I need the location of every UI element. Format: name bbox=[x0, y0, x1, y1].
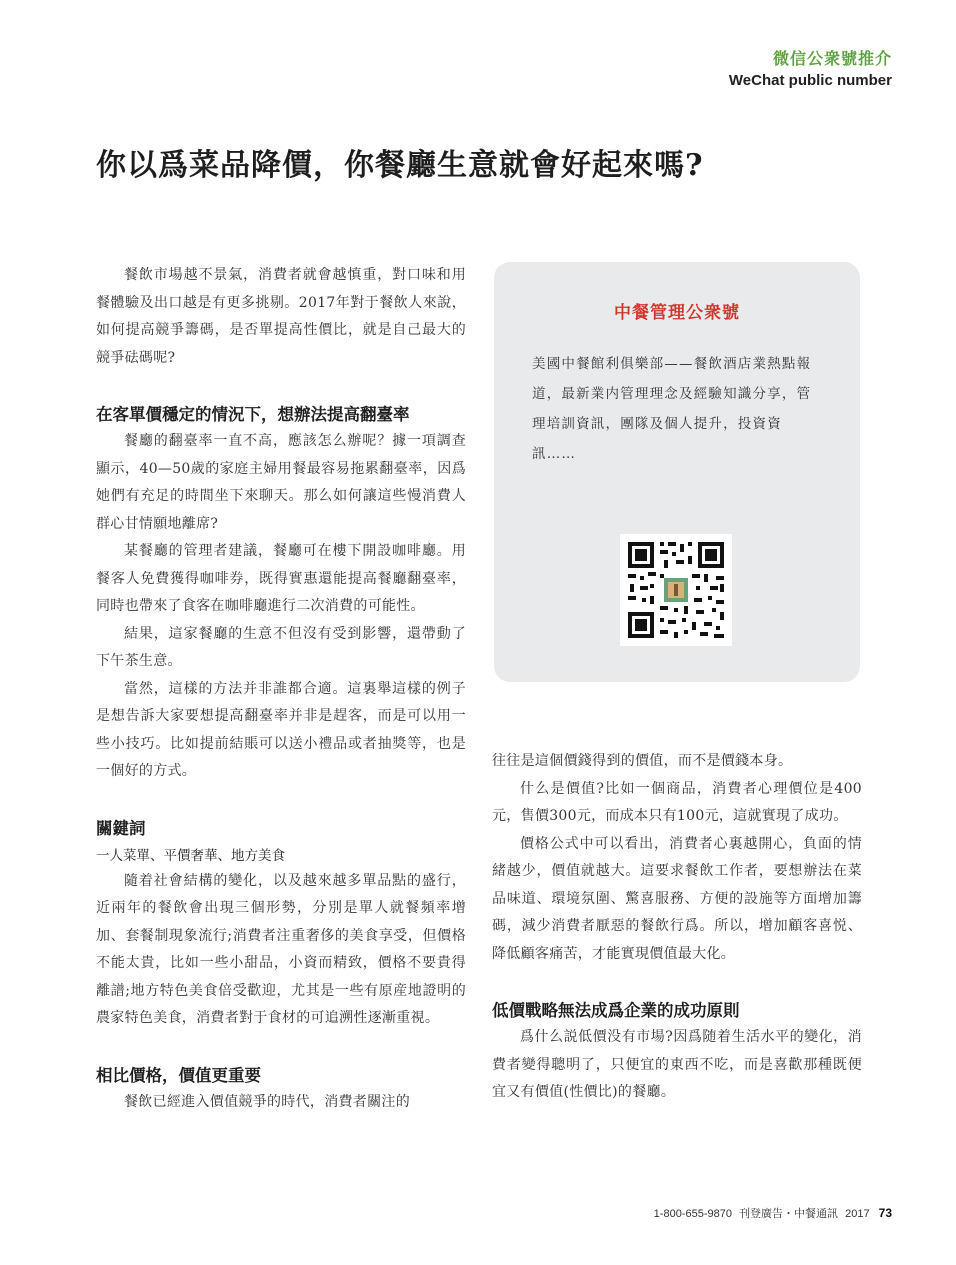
paragraph: 結果，這家餐廳的生意不但沒有受到影響，還帶動了下午茶生意。 bbox=[96, 625, 466, 669]
section-header-en: WeChat public number bbox=[728, 72, 892, 89]
qr-code-icon bbox=[620, 534, 732, 646]
footer-year: 2017 bbox=[845, 1208, 870, 1220]
paragraph: 當然，這樣的方法并非誰都合適。這裏舉這樣的例子是想告訴大家要想提高翻臺率并非是趕客，而是可以用一些小技巧。比如提前結賬可以送小禮品或者抽獎等，也是一個好的方式。 bbox=[96, 680, 466, 779]
footer-publication: 刊登廣告・中餐通訊 bbox=[739, 1208, 839, 1220]
paragraph: 爲什么説低價没有市場?因爲随着生活水平的變化，消費者變得聰明了，只便宜的東西不吃，而是喜歡那種既便宜又有價值(性價比)的餐廳。 bbox=[492, 1029, 862, 1100]
left-column bbox=[96, 262, 466, 1116]
paragraph: 某餐廳的管理者建議，餐廳可在樓下開設咖啡廳。用餐客人免費獲得咖啡券，既得實惠還能提高餐廳翻臺率，同時也帶來了食客在咖啡廳進行二次消費的可能性。 bbox=[96, 543, 466, 614]
sidebar-description: 美國中餐館利俱樂部——餐飲酒店業熱點報道，最新業内管理理念及經驗知識分享，管理培訓資訊，團隊及個人提升，投資資訊…… bbox=[532, 356, 812, 462]
paragraph: 隨着社會結構的變化，以及越來越多單品點的盛行，近兩年的餐飲會出現三個形勢，分別是單人就餐頻率增加、套餐制現象流行;消費者注重奢侈的美食享受，但價格不能太貴，比如一些小甜品，小資而精致，價格不要貴得離譜;地方特色美食倍受歡迎，尤其是一些有原産地證明的農家特色美食，消費者對于食材的可追溯性逐漸重視。 bbox=[96, 872, 466, 1026]
paragraph: 餐廳的翻臺率一直不高，應該怎么辦呢？據一項調查顯示，40—50歲的家庭主婦用餐最容易拖累翻臺率，因爲她們有充足的時間坐下來聊天。那么如何讓這些慢消費人群心甘情願地離席? bbox=[96, 433, 466, 532]
section-heading-turnover: 在客單價穩定的情況下，想辦法提高翻臺率 bbox=[96, 405, 410, 424]
section-heading-low-price: 低價戰略無法成爲企業的成功原則 bbox=[492, 1001, 740, 1020]
sidebar-title: 中餐管理公衆號 bbox=[614, 303, 740, 323]
paragraph: 餐飲已經進入價值競爭的時代，消費者關注的 bbox=[124, 1093, 410, 1110]
footer-phone: 1-800-655-9870 bbox=[653, 1208, 732, 1220]
section-header-zh: 微信公衆號推介 bbox=[772, 49, 892, 68]
wechat-sidebar-box bbox=[494, 262, 860, 682]
page-footer bbox=[650, 1205, 892, 1221]
right-column bbox=[492, 748, 862, 1107]
page-number: 73 bbox=[878, 1206, 892, 1220]
paragraph: 什么是價值?比如一個商品，消費者心理價位是400元，售價300元，而成本只有100元，這就實現了成功。 bbox=[492, 780, 862, 824]
keywords-line: 一人菜單、平價奢華、地方美食 bbox=[96, 847, 285, 864]
section-heading-keywords: 關鍵詞 bbox=[96, 818, 146, 838]
continuation-paragraph: 往往是這個價錢得到的價值，而不是價錢本身。 bbox=[492, 753, 793, 769]
intro-paragraph: 餐飲市場越不景氣，消費者就會越慎重，對口味和用餐體驗及出口越是有更多挑剔。2017年對于餐飲人來說，如何提高競爭籌碼，是否單提高性價比，就是自己最大的競爭砝碼呢? bbox=[96, 267, 466, 366]
paragraph: 價格公式中可以看出，消費者心裏越開心，負面的情緒越少，價值就越大。這要求餐飲工作者，要想辦法在菜品味道、環境氛圍、驚喜服務、方便的設施等方面增加籌碼，減少消費者厭惡的餐飲行爲。所以，增加顧客喜悦、降低顧客痛苦，才能實現價值最大化。 bbox=[492, 835, 862, 962]
article-title: 你以爲菜品降價，你餐廳生意就會好起來嗎? bbox=[96, 148, 704, 183]
section-heading-value: 相比價格，價值更重要 bbox=[96, 1065, 261, 1085]
